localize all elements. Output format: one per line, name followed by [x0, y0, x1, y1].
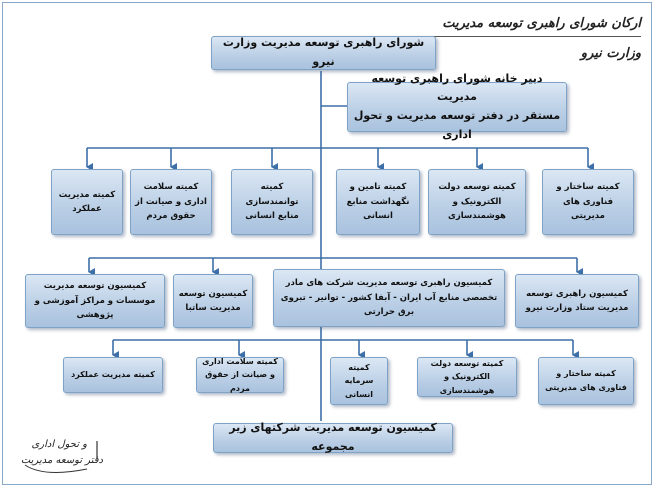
row1-label-4: کمیته توانمندسازی منابع انسانی: [245, 182, 299, 222]
row3-label-2: کمیته توسعه دولت الکترونیک و هوشمندسازی: [430, 358, 504, 395]
row3-box-1: [538, 357, 634, 405]
top-council-box: [211, 36, 436, 70]
logo-line1: دفتر توسعه مدیریت: [20, 455, 103, 466]
row3-label-1: کمیته ساختار و فناوری های مدیریتی: [545, 369, 627, 392]
row1-label-3: کمیته تامین و نگهداشت منابع انسانی: [346, 182, 410, 222]
row3-label-5: کمیته مدیریت عملکرد: [71, 370, 155, 380]
row1-label-1: کمیته ساختار و فناوری های مدیریتی: [556, 182, 620, 222]
logo-line2: و تحول اداری: [31, 439, 87, 450]
bottom-commission-label: کمیسیون توسعه مدیریت شرکتهای زیر مجموعه: [229, 421, 437, 453]
row1-label-2: کمیته توسعه دولت الکترونیک و هوشمندسازی: [438, 182, 516, 222]
secretariat-line2: مستقر در دفتر توسعه مدیریت و تحول اداری: [353, 109, 561, 141]
row2-box-1: [515, 274, 639, 328]
row2-box-3: [173, 274, 253, 328]
row1-label-6: کمیته مدیریت عملکرد: [58, 189, 116, 214]
row2-label-1: کمیسیون راهبری توسعه مدیریت ستاد وزارت نیرو: [525, 288, 629, 313]
row3-box-3: [330, 357, 388, 405]
row1-box-3: [336, 169, 420, 235]
top-council-label: شورای راهبری توسعه مدیریت وزارت نیرو: [222, 36, 425, 68]
row2-label-3: کمیسیون توسعه مدیریت ساتبا: [178, 288, 248, 313]
row1-box-5: [130, 169, 212, 235]
diagram-title-text: ارکان شورای راهبری توسعه مدیریت وزارت نیرو: [442, 16, 641, 61]
row1-box-2: [428, 169, 526, 235]
row2-label-2: کمیسیون راهبری توسعه مدیریت شرکت های مادر تخصصی منابع آب ایران - آبفا کشور - توانیر - تبروی برق حرارتی: [280, 278, 498, 318]
diagram-frame: [2, 2, 652, 485]
office-logo: [17, 435, 109, 481]
row1-box-6: [51, 169, 123, 235]
row3-label-4: کمیته سلامت اداری و صیانت از حقوق مردم: [202, 356, 278, 393]
row3-box-5: [63, 357, 163, 393]
row1-label-5: کمیته سلامت اداری و صیانت از حقوق مردم: [135, 182, 207, 222]
row2-box-2: [273, 269, 505, 327]
row3-box-2: [417, 357, 517, 397]
secretariat-box: [347, 71, 567, 141]
row3-label-3: کمیته سرمایه انسانی: [344, 362, 374, 399]
secretariat-line1: دبیر خانه شورای راهبری توسعه مدیریت: [371, 71, 543, 104]
bottom-commission-box: [213, 423, 453, 453]
row1-box-1: [542, 169, 634, 235]
row2-box-4: [25, 274, 165, 328]
row2-label-4: کمیسیون توسعه مدیریت موسسات و مراکز آموزشی و پژوهشی: [34, 281, 156, 321]
row3-box-4: [196, 357, 284, 393]
row1-box-4: [231, 169, 313, 235]
